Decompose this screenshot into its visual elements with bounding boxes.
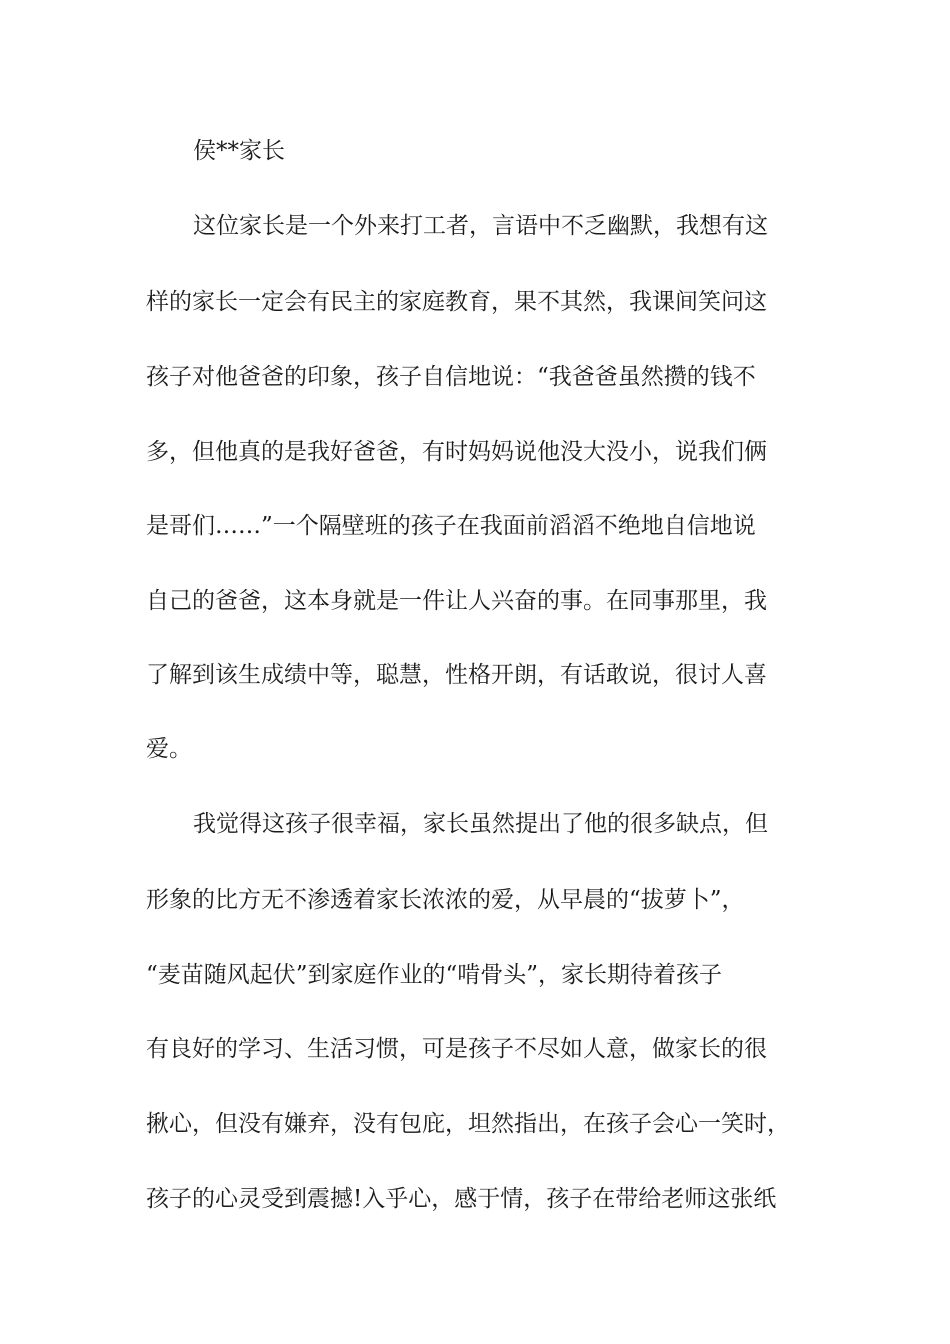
paragraph-line: 我觉得这孩子很幸福，家长虽然提出了他的很多缺点，但 [193,811,768,837]
paragraph-line: 多，但他真的是我好爸爸，有时妈妈说他没大没小，说我们俩 [146,439,767,465]
paragraph-line: 样的家长一定会有民主的家庭教育，果不其然，我课间笑问这 [146,289,767,315]
paragraph-line: 孩子的心灵受到震撼!入乎心，感于情，孩子在带给老师这张纸 [146,1186,777,1212]
paragraph-line: 有良好的学习、生活习惯，可是孩子不尽如人意，做家长的很 [146,1036,767,1062]
paragraph-line: 了解到该生成绩中等，聪慧，性格开朗，有话敢说，很讨人喜 [146,662,767,688]
heading-parent-name: 侯**家长 [193,138,285,164]
paragraph-line: 揪心，但没有嫌弃，没有包庇，坦然指出，在孩子会心一笑时， [146,1111,790,1137]
paragraph-line: 孩子对他爸爸的印象，孩子自信地说：“我爸爸虽然攒的钱不 [146,364,756,390]
paragraph-line: 这位家长是一个外来打工者，言语中不乏幽默，我想有这 [193,213,768,239]
paragraph-line: 是哥们……”一个隔壁班的孩子在我面前滔滔不绝地自信地说 [146,513,756,539]
paragraph-line: 爱。 [146,736,192,762]
paragraph-line: 自己的爸爸，这本身就是一件让人兴奋的事。在同事那里，我 [146,588,767,614]
paragraph-line: “麦苗随风起伏”到家庭作业的“啃骨头”，家长期待着孩子 [146,962,723,988]
paragraph-line: 形象的比方无不渗透着家长浓浓的爱，从早晨的“拔萝卜”， [146,887,745,913]
